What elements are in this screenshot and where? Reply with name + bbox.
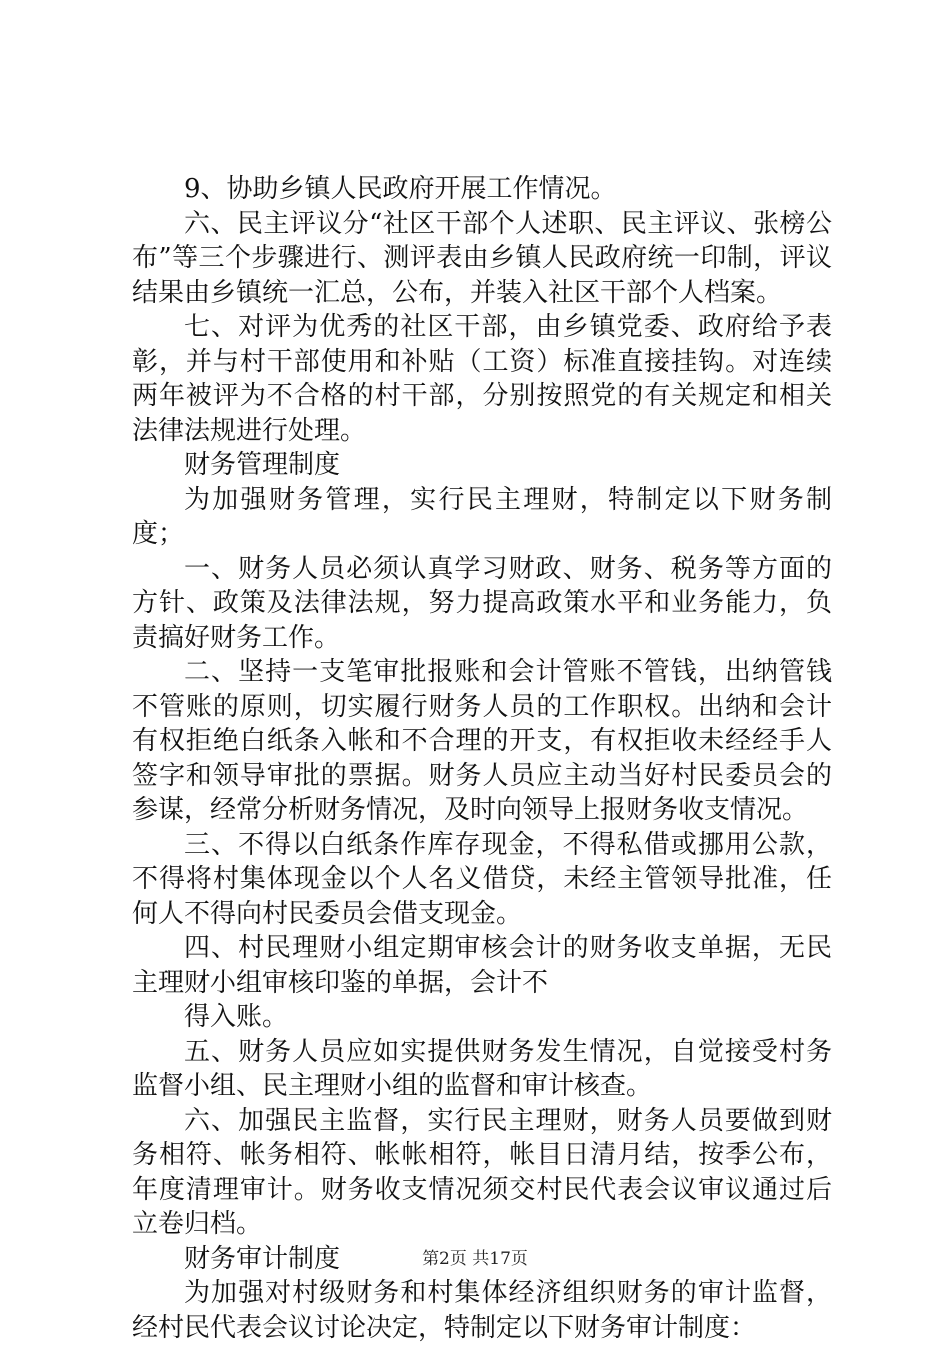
- paragraph-finance-rule-3: 三、不得以白纸条作库存现金，不得私借或挪用公款，不得将村集体现金以个人名义借贷，未经主管领导批准，任何人不得向村民委员会借支现金。: [132, 829, 832, 929]
- paragraph-finance-rule-4-cont: 得入账。: [184, 1002, 289, 1032]
- paragraph-finance-rule-2: 二、坚持一支笔审批报账和会计管账不管钱，出纳管钱不管账的原则，切实履行财务人员的工作职权。出纳和会计有权拒绝白纸条入帐和不合理的开支，有权拒收未经经手人签字和领导审批的票据。财务人员应主动当好村民委员会的参谋，经常分析财务情况，及时向领导上报财务收支情况。: [132, 657, 832, 825]
- paragraph-evaluation-steps: 六、民主评议分“社区干部个人述职、民主评议、张榜公布”等三个步骤进行、测评表由乡镇人民政府统一印制，评议结果由乡镇统一汇总，公布，并装入社区干部个人档案。: [132, 208, 832, 308]
- section-heading-finance-management: 财务管理制度: [184, 450, 341, 480]
- document-body: [132, 172, 832, 1345]
- paragraph-item-9: 9、协助乡镇人民政府开展工作情况。: [184, 174, 617, 204]
- paragraph-finance-rule-1: 一、财务人员必须认真学习财政、财务、税务等方面的方针、政策及法律法规，努力提高政策水平和业务能力，负责搞好财务工作。: [132, 553, 832, 653]
- paragraph-finance-intro: 为加强财务管理，实行民主理财，特制定以下财务制度；: [132, 484, 832, 549]
- paragraph-finance-rule-6: 六、加强民主监督，实行民主理财，财务人员要做到财务相符、帐务相符、帐帐相符，帐目日清月结，按季公布，年度清理审计。财务收支情况须交村民代表会议审议通过后立卷归档。: [132, 1105, 832, 1239]
- paragraph-finance-rule-5: 五、财务人员应如实提供财务发生情况，自觉接受村务监督小组、民主理财小组的监督和审计核查。: [132, 1036, 832, 1101]
- page-number-footer: 第2页 共17页: [422, 1249, 528, 1269]
- section-heading-finance-audit: 财务审计制度: [184, 1243, 341, 1274]
- paragraph-audit-intro: 为加强对村级财务和村集体经济组织财务的审计监督，经村民代表会议讨论决定，特制定以下财务审计制度：: [132, 1278, 832, 1343]
- paragraph-commendation: 七、对评为优秀的社区干部，由乡镇党委、政府给予表彰，并与村干部使用和补贴（工资）标准直接挂钩。对连续两年被评为不合格的村干部，分别按照党的有关规定和相关法律法规进行处理。: [132, 312, 832, 446]
- paragraph-finance-rule-4: 四、村民理财小组定期审核会计的财务收支单据，无民主理财小组审核印鉴的单据，会计不: [132, 933, 832, 998]
